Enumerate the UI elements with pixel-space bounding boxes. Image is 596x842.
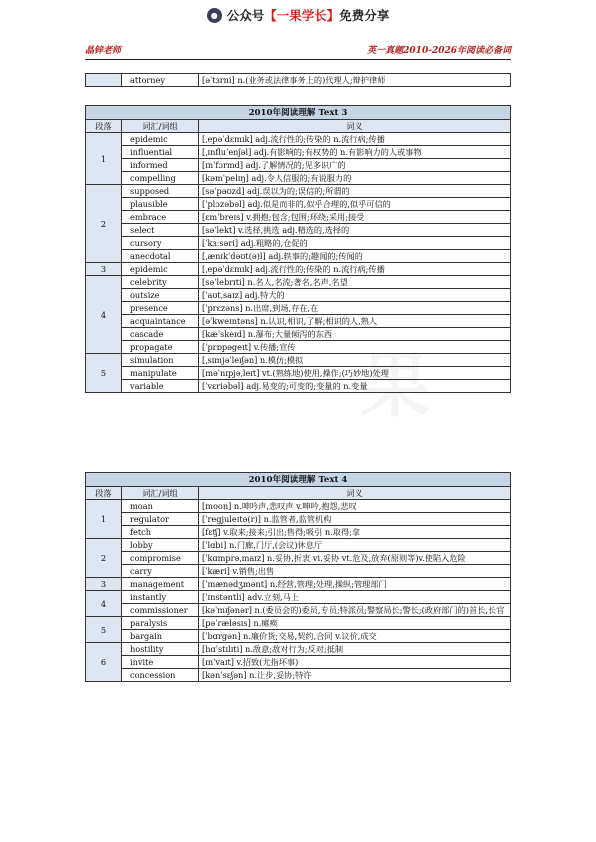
vocab-table-text3 — [85, 105, 511, 393]
paragraph-cell — [86, 74, 122, 87]
word-cell: simulation — [122, 354, 199, 367]
definition-cell: [ˌɪnfluˈenʃəl] adj.有影响的;有权势的 n.有影响力的人或事物 — [199, 146, 511, 159]
table-row — [86, 328, 511, 341]
word-cell: celebrity — [122, 276, 199, 289]
table-row — [86, 185, 511, 198]
banner-highlight: 【一果学长】 — [264, 8, 340, 23]
word-cell: paralysis — [122, 617, 199, 630]
word-cell: compelling — [122, 172, 199, 185]
paragraph-cell: 3 — [86, 263, 122, 276]
word-cell: epidemic — [122, 263, 199, 276]
table-title: 2010年阅读理解 Text 3 — [86, 106, 511, 120]
paragraph-cell: 1 — [86, 133, 122, 185]
table-row — [86, 146, 511, 159]
word-cell: epidemic — [122, 133, 199, 146]
word-cell: acquaintance — [122, 315, 199, 328]
word-cell: fetch — [122, 526, 199, 539]
word-cell: informed — [122, 159, 199, 172]
definition-cell: [ˌsɪmjəˈleɪʃən] n.模仿;模拟 — [199, 354, 511, 367]
table-row — [86, 133, 511, 146]
table-row — [86, 367, 511, 380]
word-cell: regulator — [122, 513, 199, 526]
word-cell: bargain — [122, 630, 199, 643]
word-cell: commissioner — [122, 604, 199, 617]
table-row — [86, 526, 511, 539]
table-row — [86, 74, 511, 87]
definition-cell: [səˈlekt] v.选择,挑选 adj.精选的,选择的 — [199, 224, 511, 237]
word-cell: influential — [122, 146, 199, 159]
table-row — [86, 250, 511, 263]
table-row — [86, 172, 511, 185]
definition-cell: [ˈlɑbi] n.门廊,门厅,(会议)休息厅 — [199, 539, 511, 552]
word-cell: embrace — [122, 211, 199, 224]
word-cell: carry — [122, 565, 199, 578]
word-cell: variable — [122, 380, 199, 393]
paragraph-cell: 4 — [86, 276, 122, 354]
table-row — [86, 224, 511, 237]
vocab-table-text4 — [85, 472, 511, 682]
table-row — [86, 289, 511, 302]
table-row — [86, 513, 511, 526]
definition-cell: [kæˈskeɪd] n.瀑布;大量倾泻的东西 — [199, 328, 511, 341]
definition-cell: [ˈprɒpəgeɪt] v.传播;宣传 — [199, 341, 511, 354]
definition-cell: [ˈkɜːsəri] adj.粗略的,仓促的 — [199, 237, 511, 250]
wechat-logo-icon: ● — [207, 8, 222, 23]
table-row — [86, 315, 511, 328]
word-cell: instantly — [122, 591, 199, 604]
table-row — [86, 263, 511, 276]
definition-cell: [ˈɪnstəntli] adv.立刻,马上 — [199, 591, 511, 604]
word-cell: cursory — [122, 237, 199, 250]
word-cell: supposed — [122, 185, 199, 198]
paragraph-cell: 1 — [86, 500, 122, 539]
paragraph-cell: 2 — [86, 185, 122, 263]
table-row — [86, 656, 511, 669]
definition-cell: [ˌepəˈdɛmɪk] adj.流行性的;传染的 n.流行病;传播 — [199, 263, 511, 276]
vocab-table-continued — [85, 73, 511, 87]
table-row — [86, 604, 511, 617]
paragraph-cell: 6 — [86, 643, 122, 682]
definition-cell: [hɑˈstɪlɪti] n.敌意;敌对行为;反对;抵制 — [199, 643, 511, 656]
definition-cell: [fɛʧ] v.取来;接来;引出;售得;吸引 n.取得;拿 — [199, 526, 511, 539]
table-row — [86, 539, 511, 552]
table-header-row — [86, 120, 511, 133]
promo-banner — [0, 5, 596, 25]
word-cell: select — [122, 224, 199, 237]
definition-cell: [ˈprɛzəns] n.出席,到场,存在,在 — [199, 302, 511, 315]
table-row — [86, 591, 511, 604]
table-row — [86, 211, 511, 224]
column-header: 段落 — [86, 487, 122, 500]
word-cell: lobby — [122, 539, 199, 552]
paragraph-cell: 5 — [86, 354, 122, 393]
watermark-icon: 果 — [360, 345, 430, 427]
definition-cell: [ɛmˈbreɪs] v.拥抱;包含;包围;环绕;采用;接受 — [199, 211, 511, 224]
definition-cell: [ɪnˈvaɪt] v.招致(尤指坏事) — [199, 656, 511, 669]
header-divider — [85, 59, 511, 60]
definition-cell: [kəˈmɪʃənər] n.(委员会的)委员,专员;特派员;警察局长;警长;(政府部门的)首长,长官 — [199, 604, 511, 617]
table-row — [86, 237, 511, 250]
table-row — [86, 276, 511, 289]
word-cell: concession — [122, 669, 199, 682]
word-cell: manipulate — [122, 367, 199, 380]
definition-cell: [məˈnɪpjəˌleɪt] vt.(熟练地)使用,操作;(巧妙地)处理 — [199, 367, 511, 380]
definition-cell: [ˈmænədʒmənt] n.经营,管理;处理,操纵;管理部门 — [199, 578, 511, 591]
definition-cell: [pəˈræləsɪs] n.瘫痪 — [199, 617, 511, 630]
definition-cell: [ˈkæri] v.销售;出售 — [199, 565, 511, 578]
word-cell: anecdotal — [122, 250, 199, 263]
table-row — [86, 198, 511, 211]
definition-cell: [moon] n.呻吟声,悲叹声 v.呻吟,抱怨,悲叹 — [199, 500, 511, 513]
table-row — [86, 159, 511, 172]
definition-cell: [ˈbɑrgən] n.廉价货;交易,契约,合同 v.议价,成交 — [199, 630, 511, 643]
paragraph-cell: 2 — [86, 539, 122, 578]
definition-cell: [ˈvɛriəbəl] adj.易变的;可变的;变量的 n.变量 — [199, 380, 511, 393]
table-title-row — [86, 473, 511, 487]
definition-cell: [səˈpəʊzd] adj.误以为的;误信的;所谓的 — [199, 185, 511, 198]
word-cell: propagate — [122, 341, 199, 354]
definition-cell: [ɪnˈfɔrmd] adj.了解情况的;见多识广的 — [199, 159, 511, 172]
table-row — [86, 354, 511, 367]
word-cell: compromise — [122, 552, 199, 565]
banner-suffix: 免费分享 — [339, 8, 390, 23]
table-row — [86, 669, 511, 682]
definition-cell: [səˈlebrɪti] n.名人,名流;著名,名声,名望 — [199, 276, 511, 289]
definition-cell: [əˈtɜrni] n.(业务或法律事务上的)代理人;辩护律师 — [199, 74, 511, 87]
definition-cell: [kənˈsɛʃən] n.让步,妥协;特许 — [199, 669, 511, 682]
word-cell: management — [122, 578, 199, 591]
table-row — [86, 380, 511, 393]
table-title-row — [86, 106, 511, 120]
table-row — [86, 578, 511, 591]
paragraph-cell: 4 — [86, 591, 122, 617]
column-header: 词义 — [199, 120, 511, 133]
word-cell: cascade — [122, 328, 199, 341]
column-header: 词汇/词组 — [122, 487, 199, 500]
column-header: 段落 — [86, 120, 122, 133]
header-doc-title: 英一真题2010-2026年阅读必备词 — [367, 46, 511, 56]
word-cell: invite — [122, 656, 199, 669]
definition-cell: [ˌepəˈdɛmɪk] adj.流行性的;传染的 n.流行病;传播 — [199, 133, 511, 146]
word-cell: plausible — [122, 198, 199, 211]
word-cell: attorney — [122, 74, 199, 87]
word-cell: moan — [122, 500, 199, 513]
definition-cell: [ˈplɔzəbəl] adj.似是而非的,似乎合理的,似乎可信的 — [199, 198, 511, 211]
table-row — [86, 565, 511, 578]
table-row — [86, 552, 511, 565]
word-cell: hostility — [122, 643, 199, 656]
table-row — [86, 500, 511, 513]
definition-cell: [ˈkɑmprəˌmaɪz] n.妥协,折衷 vi.妥协 vt.危及,放弃(原则等)v.使陷入危险 — [199, 552, 511, 565]
column-header: 词汇/词组 — [122, 120, 199, 133]
table-row — [86, 341, 511, 354]
table-row — [86, 643, 511, 656]
table-row — [86, 302, 511, 315]
paragraph-cell: 5 — [86, 617, 122, 643]
table-title: 2010年阅读理解 Text 4 — [86, 473, 511, 487]
definition-cell: [ˈaʊtˌsaɪz] adj.特大的 — [199, 289, 511, 302]
banner-prefix: 公众号 — [226, 8, 265, 23]
page-header — [85, 43, 511, 57]
definition-cell: [ˌænɪkˈdəʊt(ə)l] adj.轶事的;趣闻的;传闻的 — [199, 250, 511, 263]
table-row — [86, 617, 511, 630]
table-row — [86, 630, 511, 643]
definition-cell: [kəmˈpelɪŋ] adj.令人信服的;有说服力的 — [199, 172, 511, 185]
header-author: 晶锌老师 — [85, 46, 122, 56]
table-header-row — [86, 487, 511, 500]
definition-cell: [ˈregjuleɪtə(r)] n.监管者,监管机构 — [199, 513, 511, 526]
paragraph-cell: 3 — [86, 578, 122, 591]
column-header: 词义 — [199, 487, 511, 500]
word-cell: presence — [122, 302, 199, 315]
definition-cell: [əˈkweɪntəns] n.认识,相识,了解;相识的人,熟人 — [199, 315, 511, 328]
word-cell: outsize — [122, 289, 199, 302]
